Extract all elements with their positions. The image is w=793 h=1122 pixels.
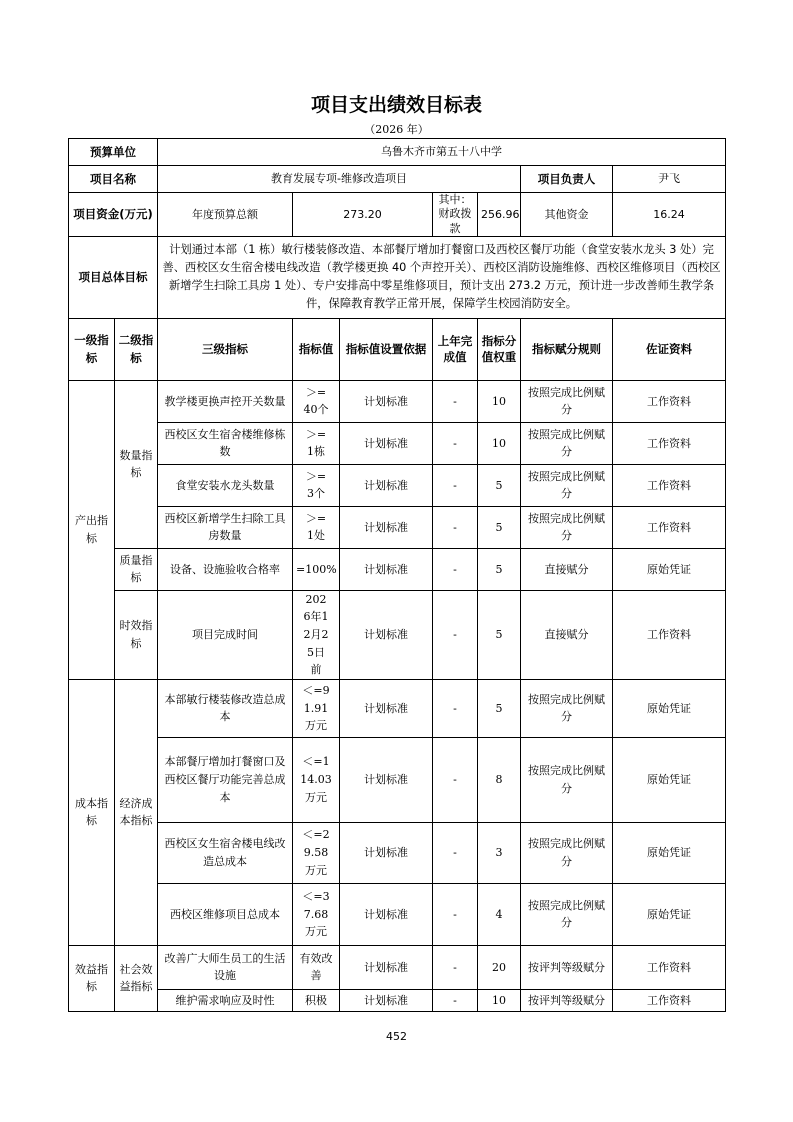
indicator-rule: 按照完成比例赋分 <box>521 679 613 737</box>
group-output: 产出指标 <box>69 380 115 679</box>
group-cost: 成本指标 <box>69 679 115 945</box>
indicator-evidence: 原始凭证 <box>613 679 726 737</box>
header-level3: 三级指标 <box>158 318 293 380</box>
indicator-rule: 按照完成比例赋分 <box>521 883 613 945</box>
group-quality: 质量指标 <box>115 548 158 590</box>
indicator-rule: 按评判等级赋分 <box>521 945 613 989</box>
indicator-evidence: 原始凭证 <box>613 883 726 945</box>
indicator-evidence: 工作资料 <box>613 464 726 506</box>
indicator-value: ＞=1处 <box>293 506 340 548</box>
funds-label: 项目资金(万元) <box>69 193 158 237</box>
unit-label: 预算单位 <box>69 139 158 166</box>
indicator-basis: 计划标准 <box>340 548 433 590</box>
indicator-value: ＜=37.68万元 <box>293 883 340 945</box>
indicator-basis: 计划标准 <box>340 506 433 548</box>
indicator-weight: 5 <box>478 548 521 590</box>
indicator-weight: 3 <box>478 822 521 883</box>
group-economic: 经济成本指标 <box>115 679 158 945</box>
project-label: 项目名称 <box>69 166 158 193</box>
indicator-value: 有效改善 <box>293 945 340 989</box>
indicator-weight: 5 <box>478 506 521 548</box>
indicator-basis: 计划标准 <box>340 590 433 679</box>
indicator-evidence: 工作资料 <box>613 506 726 548</box>
table-row <box>69 989 726 1011</box>
indicator-name: 教学楼更换声控开关数量 <box>158 380 293 422</box>
group-social: 社会效益指标 <box>115 945 158 1011</box>
indicator-weight: 8 <box>478 737 521 822</box>
goal-row <box>69 236 726 318</box>
funds-annual-label: 年度预算总额 <box>158 193 293 237</box>
header-level1: 一级指标 <box>69 318 115 380</box>
project-value: 教育发展专项-维修改造项目 <box>158 166 521 193</box>
indicator-basis: 计划标准 <box>340 822 433 883</box>
indicator-weight: 4 <box>478 883 521 945</box>
table-row <box>69 548 726 590</box>
indicator-name: 食堂安装水龙头数量 <box>158 464 293 506</box>
indicator-rule: 按照完成比例赋分 <box>521 422 613 464</box>
funds-fiscal-label: 其中：财政拨款 <box>433 193 478 237</box>
indicator-weight: 10 <box>478 422 521 464</box>
indicator-weight: 10 <box>478 989 521 1011</box>
table-row <box>69 590 726 679</box>
indicator-basis: 计划标准 <box>340 883 433 945</box>
indicator-weight: 5 <box>478 590 521 679</box>
project-lead-label: 项目负责人 <box>521 166 613 193</box>
goal-text: 计划通过本部（1 栋）敏行楼装修改造、本部餐厅增加打餐窗口及西校区餐厅功能（食堂安装水龙头 3 处）完善、西校区女生宿舍楼电线改造（教学楼更换 40 个声控开关）、西校区消防设施维修、西校区维修项目（西校区新增学生扫除工具房 1 处）、专户安排高中零星维修项目，预计支出 273.2 万元，预计进一步改善师生教学条件，保障教育教学正常开展，保障学生校园消防安全。 <box>158 236 726 318</box>
indicator-value: ＜=29.58万元 <box>293 822 340 883</box>
funds-annual-value: 273.20 <box>293 193 433 237</box>
indicator-value: ＞=40个 <box>293 380 340 422</box>
project-row <box>69 166 726 193</box>
indicator-evidence: 工作资料 <box>613 945 726 989</box>
table-row <box>69 679 726 737</box>
indicator-evidence: 工作资料 <box>613 989 726 1011</box>
funds-other-value: 16.24 <box>613 193 726 237</box>
header-evidence: 佐证资料 <box>613 318 726 380</box>
indicator-rule: 按照完成比例赋分 <box>521 822 613 883</box>
group-quantity: 数量指标 <box>115 380 158 548</box>
indicator-name: 改善广大师生员工的生活设施 <box>158 945 293 989</box>
indicator-rule: 按照完成比例赋分 <box>521 464 613 506</box>
unit-value: 乌鲁木齐市第五十八中学 <box>158 139 726 166</box>
table-row <box>69 464 726 506</box>
goal-label: 项目总体目标 <box>69 236 158 318</box>
indicator-last: - <box>433 422 478 464</box>
table-row <box>69 945 726 989</box>
indicator-rule: 按照完成比例赋分 <box>521 737 613 822</box>
group-timeliness: 时效指标 <box>115 590 158 679</box>
project-lead-value: 尹飞 <box>613 166 726 193</box>
indicator-weight: 10 <box>478 380 521 422</box>
indicator-rule: 按照完成比例赋分 <box>521 506 613 548</box>
page-number: 452 <box>386 1030 407 1043</box>
indicator-weight: 5 <box>478 464 521 506</box>
header-weight: 指标分值权重 <box>478 318 521 380</box>
indicator-last: - <box>433 506 478 548</box>
indicator-last: - <box>433 464 478 506</box>
indicator-evidence: 工作资料 <box>613 590 726 679</box>
indicator-basis: 计划标准 <box>340 945 433 989</box>
indicator-basis: 计划标准 <box>340 679 433 737</box>
indicator-basis: 计划标准 <box>340 464 433 506</box>
group-benefit: 效益指标 <box>69 945 115 1011</box>
indicator-evidence: 原始凭证 <box>613 548 726 590</box>
indicator-name: 项目完成时间 <box>158 590 293 679</box>
indicator-evidence: 工作资料 <box>613 380 726 422</box>
indicator-last: - <box>433 679 478 737</box>
indicator-value: ＜=114.03万元 <box>293 737 340 822</box>
indicator-value: 2026年12月25日前 <box>293 590 340 679</box>
header-last-year: 上年完成值 <box>433 318 478 380</box>
funds-fiscal-value: 256.96 <box>478 193 521 237</box>
indicator-last: - <box>433 590 478 679</box>
header-level2: 二级指标 <box>115 318 158 380</box>
indicator-last: - <box>433 380 478 422</box>
indicator-name: 设备、设施验收合格率 <box>158 548 293 590</box>
indicator-basis: 计划标准 <box>340 989 433 1011</box>
indicator-weight: 5 <box>478 679 521 737</box>
table-row <box>69 737 726 822</box>
performance-target-table <box>68 138 726 1012</box>
indicator-value: ＞=1栋 <box>293 422 340 464</box>
indicator-name: 西校区女生宿舍楼电线改造总成本 <box>158 822 293 883</box>
indicator-name: 西校区维修项目总成本 <box>158 883 293 945</box>
table-row <box>69 380 726 422</box>
indicator-value: ＞=3个 <box>293 464 340 506</box>
table-row <box>69 506 726 548</box>
table-row <box>69 422 726 464</box>
indicator-value: ＜=91.91万元 <box>293 679 340 737</box>
header-value: 指标值 <box>293 318 340 380</box>
indicator-rule: 按评判等级赋分 <box>521 989 613 1011</box>
indicator-rule: 直接赋分 <box>521 548 613 590</box>
indicator-last: - <box>433 945 478 989</box>
funds-other-label: 其他资金 <box>521 193 613 237</box>
indicator-rule: 直接赋分 <box>521 590 613 679</box>
indicator-last: - <box>433 883 478 945</box>
indicator-name: 本部餐厅增加打餐窗口及西校区餐厅功能完善总成本 <box>158 737 293 822</box>
header-basis: 指标值设置依据 <box>340 318 433 380</box>
table-row <box>69 883 726 945</box>
indicator-basis: 计划标准 <box>340 422 433 464</box>
indicator-last: - <box>433 548 478 590</box>
indicator-evidence: 原始凭证 <box>613 822 726 883</box>
year-label: （2026 年） <box>364 123 429 136</box>
header-rule: 指标赋分规则 <box>521 318 613 380</box>
indicator-evidence: 原始凭证 <box>613 737 726 822</box>
funds-row <box>69 193 726 237</box>
indicator-last: - <box>433 737 478 822</box>
indicator-name: 西校区女生宿舍楼维修栋数 <box>158 422 293 464</box>
unit-row <box>69 139 726 166</box>
indicator-evidence: 工作资料 <box>613 422 726 464</box>
page-title: 项目支出绩效目标表 <box>310 94 482 116</box>
indicator-rule: 按照完成比例赋分 <box>521 380 613 422</box>
indicator-basis: 计划标准 <box>340 737 433 822</box>
header-row <box>69 318 726 380</box>
indicator-value: =100% <box>293 548 340 590</box>
indicator-weight: 20 <box>478 945 521 989</box>
indicator-name: 西校区新增学生扫除工具房数量 <box>158 506 293 548</box>
indicator-last: - <box>433 989 478 1011</box>
indicator-name: 维护需求响应及时性 <box>158 989 293 1011</box>
table-row <box>69 822 726 883</box>
indicator-value: 积极 <box>293 989 340 1011</box>
indicator-name: 本部敏行楼装修改造总成本 <box>158 679 293 737</box>
indicator-basis: 计划标准 <box>340 380 433 422</box>
indicator-last: - <box>433 822 478 883</box>
